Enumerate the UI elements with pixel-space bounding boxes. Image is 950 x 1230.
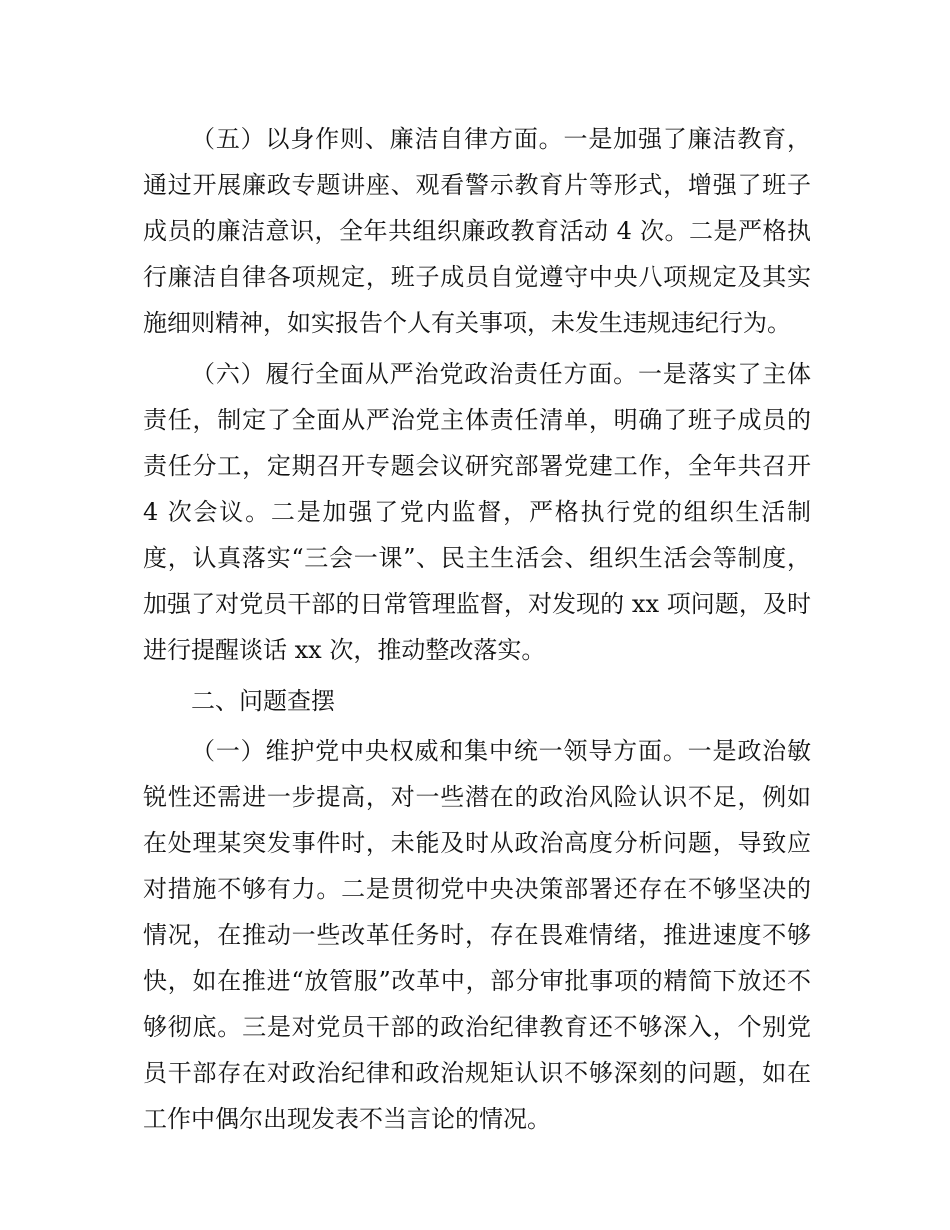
section-heading-problems: 二、问题查摆 [191,687,335,715]
paragraph-party-governance-responsibility: （六）履行全面从严治党政治责任方面。一是落实了主体责任，制定了全面从严治党主体责任清单，明确了班子成员的责任分工，定期召开专题会议研究部署党建工作，全年共召开 4 次会议。二是加强了党内监督，严格执行党的组织生活制度，认真落实“三会一课”、民主生活会、组织生活会等制度，加强了对党员干部的日常管理监督，对发现的 xx 项问题，及时进行提醒谈话 xx 次，推动整改落实。 [143,360,811,664]
document-body [143,116,811,1147]
paragraph-integrity-self-discipline: （五）以身作则、廉洁自律方面。一是加强了廉洁教育，通过开展廉政专题讲座、观看警示教育片等形式，增强了班子成员的廉洁意识，全年共组织廉政教育活动 4 次。二是严格执行廉洁自律各项规定，班子成员自觉遵守中央八项规定及其实施细则精神，如实报告个人有关事项，未发生违规违纪行为。 [143,125,811,337]
paragraph-central-authority-issues: （一）维护党中央权威和集中统一领导方面。一是政治敏锐性还需进一步提高，对一些潜在的政治风险认识不足，例如在处理某突发事件时，未能及时从政治高度分析问题，导致应对措施不够有力。二是贯彻党中央决策部署还存在不够坚决的情况，在推动一些改革任务时，存在畏难情绪，推进速度不够快，如在推进“放管服”改革中，部分审批事项的精简下放还不够彻底。三是对党员干部的政治纪律教育还不够深入，个别党员干部存在对政治纪律和政治规矩认识不够深刻的问题，如在工作中偶尔出现发表不当言论的情况。 [143,737,811,1133]
